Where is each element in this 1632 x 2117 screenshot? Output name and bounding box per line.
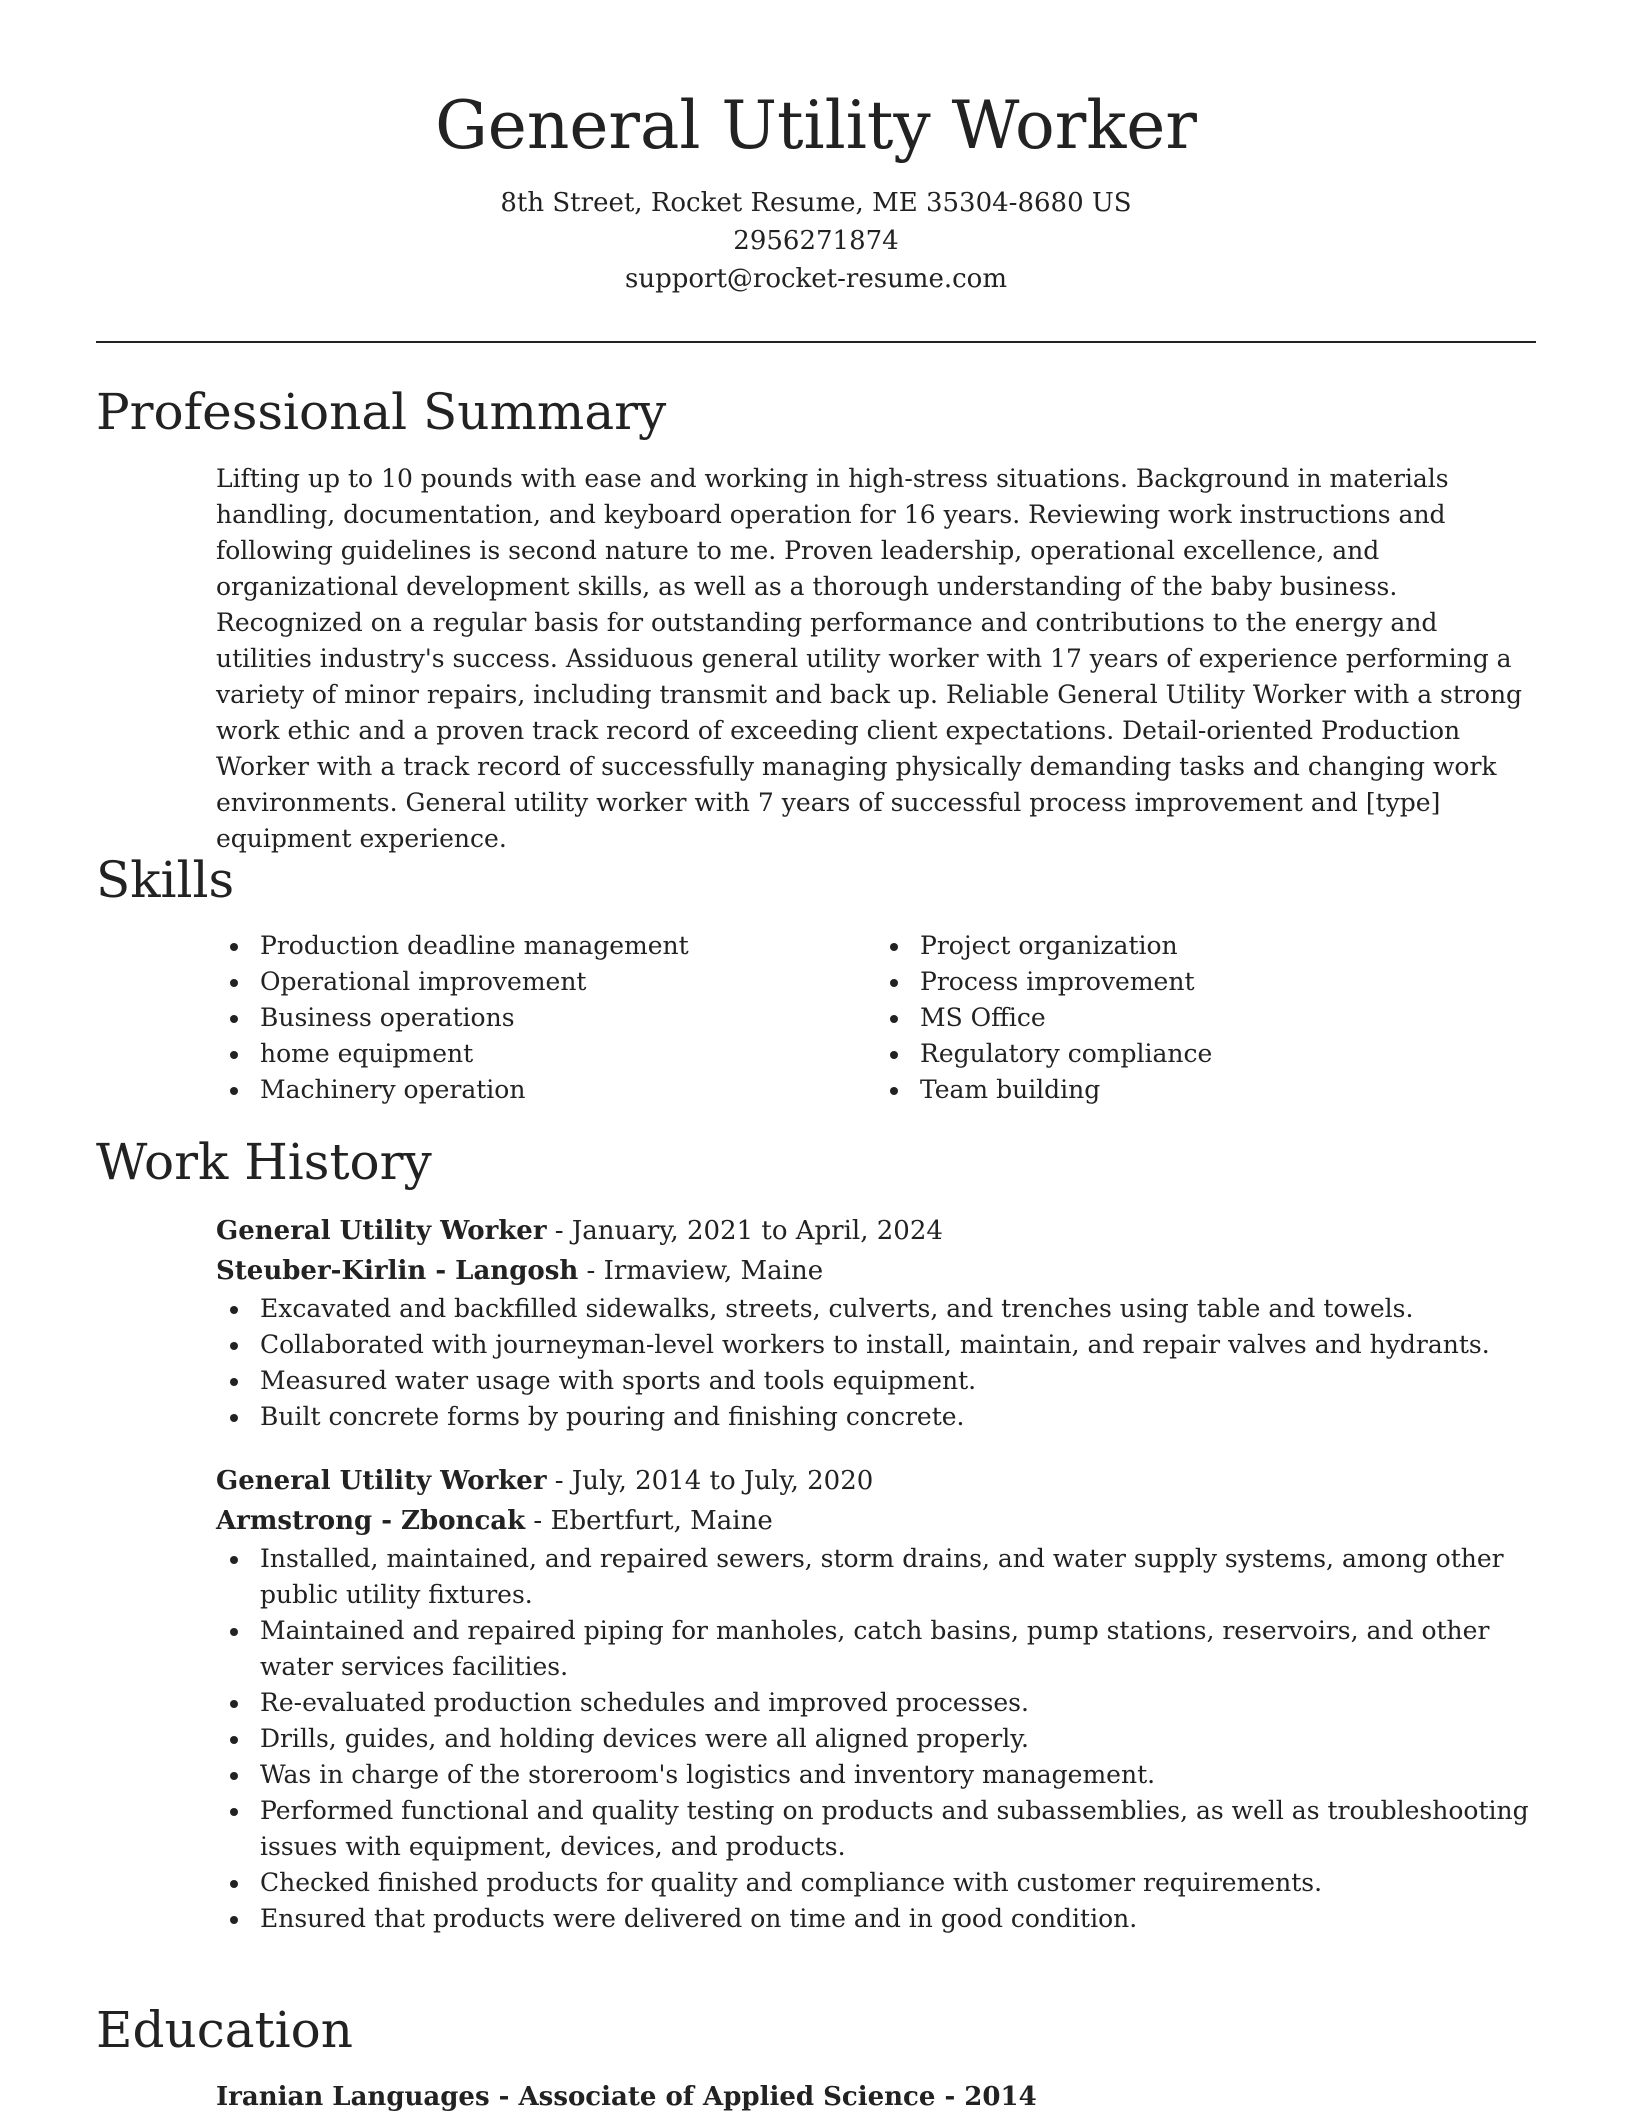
skill-item: Business operations	[260, 1000, 876, 1036]
job-dates: - January, 2021 to April, 2024	[546, 1216, 943, 1246]
job-company: Steuber-Kirlin - Langosh	[216, 1256, 579, 1286]
job-duty: Drills, guides, and holding devices were all aligned properly.	[260, 1721, 1536, 1757]
education-year: - 2014	[935, 2082, 1037, 2112]
job-duties-list	[216, 1541, 1536, 1937]
skills-column-right	[876, 928, 1536, 1108]
summary-text: Lifting up to 10 pounds with ease and working in high-stress situations. Background in materials handling, documentation, and keyboard operation for 16 years. Reviewing work instructions and following guidelines is second nature to me. Proven leadership, operational excellence, and organizational development skills, as well as a thorough understanding of the baby business. Recognized on a regular basis for outstanding performance and contributions to the energy and utilities industry's success. Assiduous general utility worker with 17 years of experience performing a variety of minor repairs, including transmit and back up. Reliable General Utility Worker with a strong work ethic and a proven track record of exceeding client expectations. Detail-oriented Production Worker with a track record of successfully managing physically demanding tasks and changing work environments. General utility worker with 7 years of successful process improvement and [type] equipment experience.	[216, 464, 1523, 853]
skill-item: home equipment	[260, 1036, 876, 1072]
education-section	[216, 2077, 1536, 2117]
contact-phone: 2956271874	[733, 226, 899, 256]
education-degree: Iranian Languages - Associate of Applied Science	[216, 2082, 936, 2112]
job-duty: Was in charge of the storeroom's logistics and inventory management.	[260, 1757, 1536, 1793]
work-section	[216, 1211, 1536, 1963]
job-duty: Re-evaluated production schedules and improved processes.	[260, 1685, 1536, 1721]
contact-email: support@rocket-resume.com	[624, 264, 1007, 294]
job-duty: Measured water usage with sports and tools equipment.	[260, 1363, 1536, 1399]
skill-item: Operational improvement	[260, 964, 876, 1000]
skills-column-left	[216, 928, 876, 1108]
resume-header	[96, 80, 1536, 298]
education-entry	[216, 2077, 1536, 2117]
skill-item: MS Office	[920, 1000, 1536, 1036]
skills-grid	[216, 928, 1536, 1108]
candidate-name: General Utility Worker	[435, 87, 1197, 164]
skill-item: Regulatory compliance	[920, 1036, 1536, 1072]
work-heading: Work History	[96, 1133, 432, 1191]
job-duty: Maintained and repaired piping for manholes, catch basins, pump stations, reservoirs, and other water services facilities.	[260, 1613, 1536, 1685]
job-title: General Utility Worker	[216, 1466, 547, 1496]
job-duty: Ensured that products were delivered on time and in good condition.	[260, 1901, 1536, 1937]
skills-heading: Skills	[96, 851, 235, 909]
contact-address: 8th Street, Rocket Resume, ME 35304-8680 US	[500, 188, 1132, 218]
job-duty: Performed functional and quality testing on products and subassemblies, as well as troubleshooting issues with equipment, devices, and products.	[260, 1793, 1536, 1865]
job-company-line	[216, 1251, 1536, 1291]
job-duties-list	[216, 1291, 1536, 1435]
job-company-line	[216, 1501, 1536, 1541]
job-duty: Collaborated with journeyman-level workers to install, maintain, and repair valves and hydrants.	[260, 1327, 1536, 1363]
job-location: - Ebertfurt, Maine	[525, 1506, 773, 1536]
job-title-line	[216, 1211, 1536, 1251]
job-title: General Utility Worker	[216, 1216, 547, 1246]
skill-item: Production deadline management	[260, 928, 876, 964]
skills-section	[216, 928, 1536, 1108]
job-duty: Built concrete forms by pouring and finishing concrete.	[260, 1399, 1536, 1435]
job-location: - Irmaview, Maine	[578, 1256, 824, 1286]
job-duty: Checked finished products for quality and compliance with customer requirements.	[260, 1865, 1536, 1901]
job-title-line	[216, 1461, 1536, 1501]
education-heading: Education	[96, 2001, 353, 2059]
job-dates: - July, 2014 to July, 2020	[546, 1466, 874, 1496]
skill-item: Project organization	[920, 928, 1536, 964]
header-divider	[96, 341, 1536, 343]
job-entry	[216, 1461, 1536, 1937]
summary-heading: Professional Summary	[96, 383, 667, 441]
job-entry	[216, 1211, 1536, 1435]
job-duty: Installed, maintained, and repaired sewers, storm drains, and water supply systems, among other public utility fixtures.	[260, 1541, 1536, 1613]
job-company: Armstrong - Zboncak	[216, 1506, 526, 1536]
summary-section	[216, 461, 1536, 857]
skill-item: Machinery operation	[260, 1072, 876, 1108]
skill-item: Team building	[920, 1072, 1536, 1108]
job-duty: Excavated and backfilled sidewalks, streets, culverts, and trenches using table and towels.	[260, 1291, 1536, 1327]
skill-item: Process improvement	[920, 964, 1536, 1000]
